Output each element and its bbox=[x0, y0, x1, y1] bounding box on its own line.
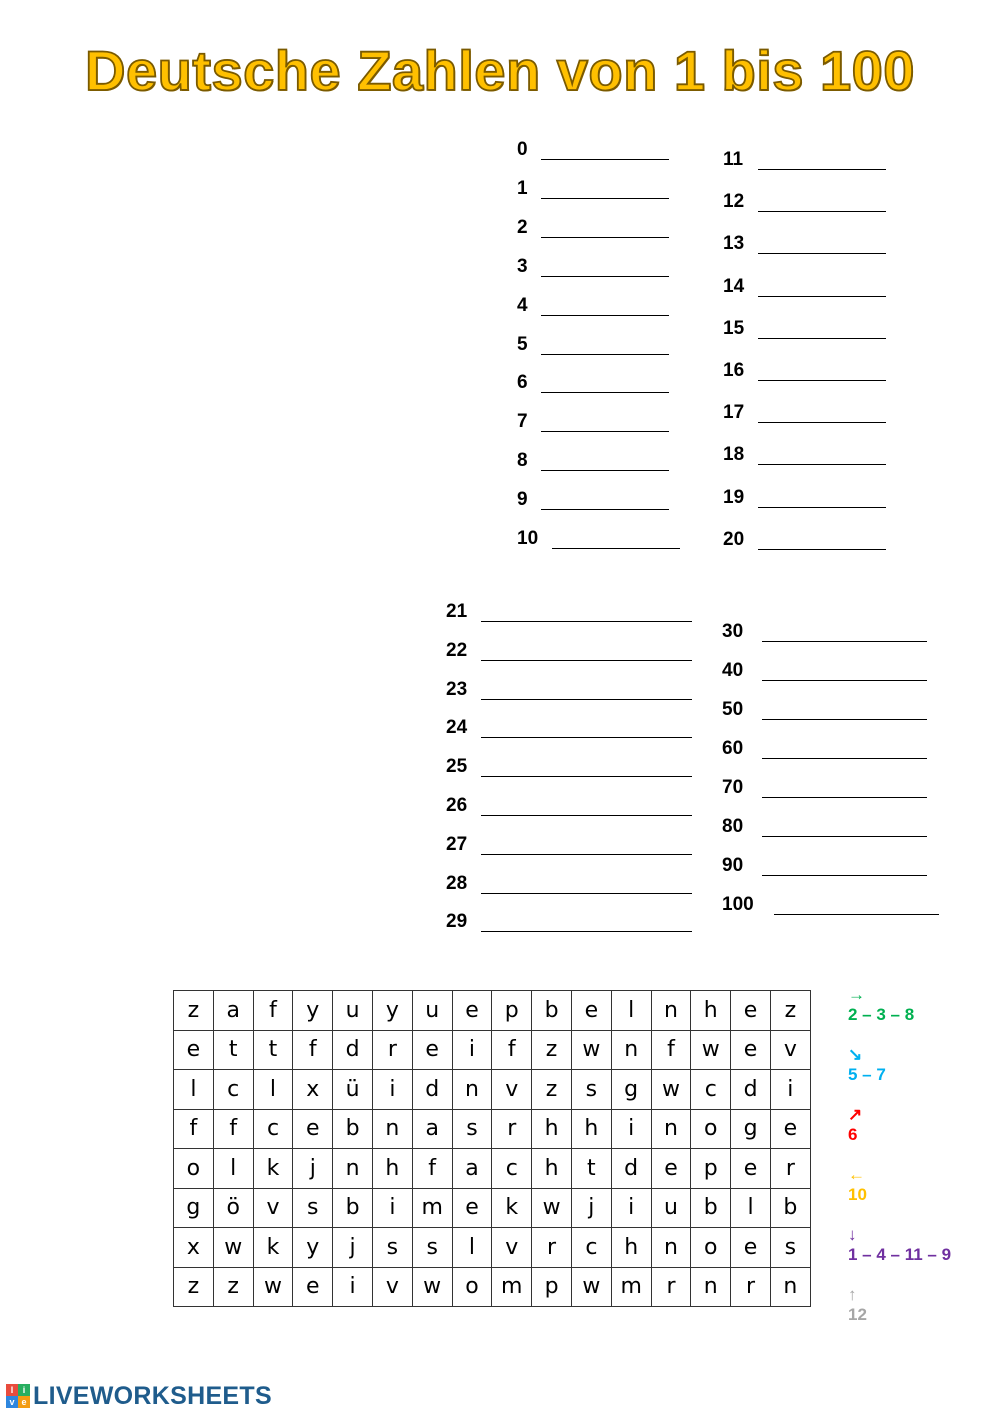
word-search-cell[interactable]: c bbox=[492, 1149, 532, 1189]
word-search-cell[interactable]: u bbox=[412, 991, 452, 1031]
word-search-cell[interactable]: n bbox=[372, 1109, 412, 1149]
word-search-row bbox=[174, 1109, 811, 1149]
word-search-cell[interactable]: z bbox=[770, 991, 810, 1031]
word-search-cell[interactable]: e bbox=[452, 1188, 492, 1228]
answer-line[interactable] bbox=[758, 464, 886, 465]
word-search-cell[interactable]: r bbox=[731, 1267, 771, 1307]
direction-arrow-icon: → bbox=[848, 985, 865, 1004]
answer-line[interactable] bbox=[762, 836, 927, 837]
word-search-cell[interactable]: i bbox=[333, 1267, 373, 1307]
word-search-cell[interactable]: ü bbox=[333, 1070, 373, 1110]
answer-line[interactable] bbox=[481, 854, 692, 855]
word-search-cell[interactable]: e bbox=[452, 991, 492, 1031]
number-label: 26 bbox=[446, 795, 468, 816]
number-label: 24 bbox=[446, 717, 468, 739]
number-label: 13 bbox=[723, 233, 745, 255]
number-label: 0 bbox=[517, 139, 528, 160]
number-exercise-row bbox=[723, 359, 983, 385]
word-search-cell[interactable]: f bbox=[253, 991, 293, 1031]
word-search-cell[interactable]: j bbox=[571, 1188, 611, 1228]
number-label: 60 bbox=[722, 738, 744, 759]
number-exercise-row bbox=[722, 659, 982, 685]
word-search-cell[interactable]: v bbox=[492, 1070, 532, 1110]
word-search-cell[interactable]: e bbox=[731, 1030, 771, 1070]
word-search-cell[interactable]: s bbox=[770, 1228, 810, 1268]
word-search-cell[interactable]: m bbox=[611, 1267, 651, 1307]
word-search-cell[interactable]: f bbox=[174, 1109, 214, 1149]
number-label: 5 bbox=[517, 333, 528, 355]
number-exercise-row bbox=[722, 620, 982, 646]
number-exercise-row bbox=[446, 794, 706, 820]
number-label: 30 bbox=[722, 621, 744, 642]
word-search-cell[interactable]: d bbox=[333, 1030, 373, 1070]
word-search-row bbox=[174, 1228, 811, 1268]
word-search-cell[interactable]: h bbox=[532, 1149, 572, 1189]
word-search-cell[interactable]: w bbox=[691, 1030, 731, 1070]
number-label: 20 bbox=[723, 528, 745, 550]
word-search-cell[interactable]: k bbox=[253, 1228, 293, 1268]
word-search-cell[interactable]: w bbox=[532, 1188, 572, 1228]
word-search-cell[interactable]: m bbox=[412, 1188, 452, 1228]
answer-line[interactable] bbox=[541, 237, 669, 238]
answer-line[interactable] bbox=[481, 815, 692, 816]
word-search-cell[interactable]: t bbox=[571, 1149, 611, 1189]
number-label: 4 bbox=[517, 294, 528, 316]
word-search-cell[interactable]: t bbox=[253, 1030, 293, 1070]
number-exercise-row bbox=[722, 893, 982, 919]
answer-line[interactable] bbox=[758, 211, 886, 212]
number-exercise-row bbox=[446, 678, 706, 704]
word-search-cell[interactable]: y bbox=[372, 991, 412, 1031]
word-search-cell[interactable]: x bbox=[174, 1228, 214, 1268]
direction-arrow-icon: ↓ bbox=[848, 1225, 857, 1244]
number-exercise-row bbox=[446, 716, 706, 742]
answer-line[interactable] bbox=[758, 338, 886, 339]
answer-line[interactable] bbox=[762, 719, 927, 720]
clue-numbers: 2 – 3 – 8 bbox=[848, 1005, 915, 1024]
word-search-cell[interactable]: e bbox=[731, 991, 771, 1031]
word-search-cell[interactable]: v bbox=[492, 1228, 532, 1268]
answer-line[interactable] bbox=[552, 548, 680, 549]
word-search-cell[interactable]: i bbox=[452, 1030, 492, 1070]
word-search-cell[interactable]: v bbox=[253, 1188, 293, 1228]
word-search-cell[interactable]: h bbox=[571, 1109, 611, 1149]
word-search-cell[interactable]: i bbox=[372, 1070, 412, 1110]
word-search-cell[interactable]: i bbox=[770, 1070, 810, 1110]
number-exercise-row bbox=[722, 776, 982, 802]
answer-line[interactable] bbox=[762, 758, 927, 759]
direction-clue bbox=[848, 1046, 886, 1086]
number-exercise-row bbox=[723, 190, 983, 216]
word-search-cell[interactable]: e bbox=[651, 1149, 691, 1189]
word-search-cell[interactable]: l bbox=[213, 1149, 253, 1189]
answer-line[interactable] bbox=[541, 509, 669, 510]
answer-line[interactable] bbox=[481, 931, 692, 932]
word-search-cell[interactable]: b bbox=[691, 1188, 731, 1228]
word-search-cell[interactable]: z bbox=[532, 1070, 572, 1110]
number-exercise-row bbox=[446, 639, 706, 665]
word-search-row bbox=[174, 1070, 811, 1110]
word-search-cell[interactable]: d bbox=[731, 1070, 771, 1110]
number-exercise-row bbox=[723, 528, 983, 554]
answer-line[interactable] bbox=[481, 699, 692, 700]
word-search-cell[interactable]: b bbox=[333, 1109, 373, 1149]
word-search-cell[interactable]: n bbox=[651, 1109, 691, 1149]
word-search-cell[interactable]: r bbox=[492, 1109, 532, 1149]
word-search-cell[interactable]: d bbox=[611, 1149, 651, 1189]
word-search-cell[interactable]: e bbox=[174, 1030, 214, 1070]
word-search-cell[interactable]: z bbox=[174, 991, 214, 1031]
number-label: 18 bbox=[723, 444, 745, 466]
number-label: 14 bbox=[723, 275, 745, 297]
word-search-cell[interactable]: s bbox=[293, 1188, 333, 1228]
word-search-cell[interactable]: n bbox=[651, 1228, 691, 1268]
answer-line[interactable] bbox=[758, 507, 886, 508]
direction-clue bbox=[848, 1166, 867, 1206]
word-search-cell[interactable]: c bbox=[691, 1070, 731, 1110]
answer-line[interactable] bbox=[541, 315, 669, 316]
word-search-cell[interactable]: e bbox=[412, 1030, 452, 1070]
word-search-cell[interactable]: s bbox=[571, 1070, 611, 1110]
clue-numbers: 10 bbox=[848, 1185, 867, 1204]
number-label: 22 bbox=[446, 639, 468, 661]
number-label: 80 bbox=[722, 816, 744, 837]
word-search-cell[interactable]: l bbox=[452, 1228, 492, 1268]
answer-line[interactable] bbox=[541, 431, 669, 432]
number-exercise-row bbox=[723, 275, 983, 301]
word-search-cell[interactable]: p bbox=[492, 991, 532, 1031]
number-exercise-row bbox=[723, 401, 983, 427]
word-search-row bbox=[174, 1030, 811, 1070]
number-label: 50 bbox=[722, 699, 744, 720]
answer-line[interactable] bbox=[481, 621, 692, 622]
word-search-cell[interactable]: h bbox=[691, 991, 731, 1031]
word-search-cell[interactable]: o bbox=[691, 1109, 731, 1149]
word-search-cell[interactable]: c bbox=[213, 1070, 253, 1110]
word-search-cell[interactable]: w bbox=[412, 1267, 452, 1307]
word-search-cell[interactable]: v bbox=[372, 1267, 412, 1307]
number-label: 8 bbox=[517, 450, 528, 472]
number-label: 10 bbox=[517, 528, 539, 549]
word-search-cell[interactable]: s bbox=[412, 1228, 452, 1268]
number-label: 17 bbox=[723, 402, 745, 424]
word-search-cell[interactable]: z bbox=[174, 1267, 214, 1307]
word-search-cell[interactable]: r bbox=[372, 1030, 412, 1070]
word-search-cell[interactable]: p bbox=[691, 1149, 731, 1189]
word-search-cell[interactable]: i bbox=[372, 1188, 412, 1228]
number-label: 2 bbox=[517, 216, 528, 238]
word-search-cell[interactable]: g bbox=[174, 1188, 214, 1228]
word-search-cell[interactable]: w bbox=[253, 1267, 293, 1307]
word-search-cell[interactable]: b bbox=[770, 1188, 810, 1228]
word-search-row bbox=[174, 991, 811, 1031]
word-search-cell[interactable]: s bbox=[452, 1109, 492, 1149]
word-search-cell[interactable]: ö bbox=[213, 1188, 253, 1228]
word-search-cell[interactable]: o bbox=[452, 1267, 492, 1307]
word-search-cell[interactable]: z bbox=[213, 1267, 253, 1307]
number-exercise-row bbox=[722, 854, 982, 880]
word-search-cell[interactable]: l bbox=[611, 991, 651, 1031]
answer-line[interactable] bbox=[758, 549, 886, 550]
word-search-cell[interactable]: b bbox=[333, 1188, 373, 1228]
direction-arrow-icon: ↑ bbox=[848, 1285, 857, 1304]
number-label: 28 bbox=[446, 872, 468, 894]
word-search-cell[interactable]: i bbox=[611, 1109, 651, 1149]
word-search-cell[interactable]: o bbox=[174, 1149, 214, 1189]
word-search-cell[interactable]: u bbox=[651, 1188, 691, 1228]
word-search-grid bbox=[173, 990, 811, 1307]
number-label: 27 bbox=[446, 833, 468, 855]
number-label: 6 bbox=[517, 372, 528, 394]
word-search-cell[interactable]: w bbox=[213, 1228, 253, 1268]
answer-line[interactable] bbox=[481, 776, 692, 777]
direction-clue bbox=[848, 1226, 951, 1266]
word-search-cell[interactable]: k bbox=[492, 1188, 532, 1228]
answer-line[interactable] bbox=[541, 392, 669, 393]
answer-line[interactable] bbox=[758, 422, 886, 423]
answer-line[interactable] bbox=[762, 797, 927, 798]
answer-line[interactable] bbox=[758, 253, 886, 254]
word-search-cell[interactable]: n bbox=[333, 1149, 373, 1189]
number-label: 70 bbox=[722, 777, 744, 798]
word-search-cell[interactable]: t bbox=[213, 1030, 253, 1070]
answer-line[interactable] bbox=[758, 169, 886, 170]
direction-arrow-icon: ↘ bbox=[848, 1045, 863, 1064]
word-search-cell[interactable]: e bbox=[293, 1267, 333, 1307]
word-search-cell[interactable]: g bbox=[611, 1070, 651, 1110]
word-search-cell[interactable]: n bbox=[691, 1267, 731, 1307]
answer-line[interactable] bbox=[762, 641, 927, 642]
number-exercise-row bbox=[723, 486, 983, 512]
number-label: 1 bbox=[517, 177, 528, 199]
answer-line[interactable] bbox=[758, 296, 886, 297]
number-exercise-row bbox=[722, 698, 982, 724]
word-search-cell[interactable]: r bbox=[651, 1267, 691, 1307]
number-label: 25 bbox=[446, 756, 468, 778]
word-search-cell[interactable]: j bbox=[333, 1228, 373, 1268]
number-label: 7 bbox=[517, 411, 528, 433]
clue-numbers: 1 – 4 – 11 – 9 bbox=[848, 1245, 952, 1264]
word-search-cell[interactable]: d bbox=[412, 1070, 452, 1110]
word-search-cell[interactable]: g bbox=[731, 1109, 771, 1149]
number-label: 90 bbox=[722, 855, 744, 876]
word-search-cell[interactable]: j bbox=[293, 1149, 333, 1189]
word-search-cell[interactable]: c bbox=[571, 1228, 611, 1268]
number-exercise-row bbox=[722, 815, 982, 841]
word-search-cell[interactable]: n bbox=[770, 1267, 810, 1307]
word-search-cell[interactable]: e bbox=[731, 1228, 771, 1268]
word-search-cell[interactable]: r bbox=[532, 1228, 572, 1268]
number-label: 29 bbox=[446, 911, 468, 933]
word-search-cell[interactable]: k bbox=[253, 1149, 293, 1189]
word-search-cell[interactable]: y bbox=[293, 991, 333, 1031]
number-label: 21 bbox=[446, 601, 468, 622]
word-search-cell[interactable]: f bbox=[412, 1149, 452, 1189]
word-search-cell[interactable]: n bbox=[611, 1030, 651, 1070]
number-label: 3 bbox=[517, 255, 528, 277]
number-exercise-row bbox=[446, 755, 706, 781]
word-search-cell[interactable]: f bbox=[293, 1030, 333, 1070]
word-search-cell[interactable]: s bbox=[372, 1228, 412, 1268]
word-search-cell[interactable]: a bbox=[412, 1109, 452, 1149]
number-label: 40 bbox=[722, 660, 744, 681]
number-exercise-row bbox=[723, 317, 983, 343]
answer-line[interactable] bbox=[541, 470, 669, 471]
direction-clue bbox=[848, 986, 914, 1026]
word-search-cell[interactable]: c bbox=[253, 1109, 293, 1149]
number-exercise-row bbox=[723, 232, 983, 258]
word-search-cell[interactable]: l bbox=[253, 1070, 293, 1110]
number-label: 9 bbox=[517, 489, 528, 511]
word-search-cell[interactable]: a bbox=[213, 991, 253, 1031]
word-search-cell[interactable]: l bbox=[731, 1188, 771, 1228]
direction-arrow-icon: ↗ bbox=[848, 1105, 863, 1124]
word-search-cell[interactable]: w bbox=[651, 1070, 691, 1110]
word-search-cell[interactable]: e bbox=[571, 991, 611, 1031]
word-search-cell[interactable]: m bbox=[492, 1267, 532, 1307]
word-search-cell[interactable]: v bbox=[770, 1030, 810, 1070]
number-exercise-row bbox=[723, 148, 983, 174]
word-search-cell[interactable]: n bbox=[452, 1070, 492, 1110]
clue-numbers: 6 bbox=[848, 1125, 858, 1144]
word-search-cell[interactable]: e bbox=[731, 1149, 771, 1189]
word-search-cell[interactable]: n bbox=[651, 991, 691, 1031]
answer-line[interactable] bbox=[481, 737, 692, 738]
word-search-cell[interactable]: p bbox=[532, 1267, 572, 1307]
word-search-cell[interactable]: a bbox=[452, 1149, 492, 1189]
word-search-row bbox=[174, 1267, 811, 1307]
liveworksheets-logo-icon: l i v e bbox=[6, 1384, 30, 1408]
word-search-cell[interactable]: w bbox=[571, 1267, 611, 1307]
number-exercise-row bbox=[723, 443, 983, 469]
answer-line[interactable] bbox=[481, 660, 692, 661]
number-exercise-row bbox=[446, 833, 706, 859]
word-search-cell[interactable]: f bbox=[492, 1030, 532, 1070]
word-search-row bbox=[174, 1188, 811, 1228]
direction-clue bbox=[848, 1106, 862, 1146]
direction-arrow-icon: ← bbox=[848, 1165, 865, 1184]
number-label: 23 bbox=[446, 678, 468, 700]
number-exercise-row bbox=[722, 737, 982, 763]
answer-line[interactable] bbox=[774, 914, 939, 915]
number-label: 16 bbox=[723, 360, 745, 381]
word-search-cell[interactable]: u bbox=[333, 991, 373, 1031]
word-search-cell[interactable]: h bbox=[611, 1228, 651, 1268]
word-search-cell[interactable]: w bbox=[571, 1030, 611, 1070]
word-search-cell[interactable]: b bbox=[532, 991, 572, 1031]
word-search-cell[interactable]: h bbox=[532, 1109, 572, 1149]
clue-numbers: 5 – 7 bbox=[848, 1065, 886, 1084]
number-label: 12 bbox=[723, 191, 745, 213]
word-search-row bbox=[174, 1149, 811, 1189]
liveworksheets-brand bbox=[6, 1380, 272, 1412]
word-search-cell[interactable]: i bbox=[611, 1188, 651, 1228]
word-search-cell[interactable]: x bbox=[293, 1070, 333, 1110]
word-search-cell[interactable]: h bbox=[372, 1149, 412, 1189]
answer-line[interactable] bbox=[541, 159, 669, 160]
answer-line[interactable] bbox=[758, 380, 886, 381]
answer-line[interactable] bbox=[541, 198, 669, 199]
word-search-cell[interactable]: y bbox=[293, 1228, 333, 1268]
answer-line[interactable] bbox=[541, 354, 669, 355]
answer-line[interactable] bbox=[481, 893, 692, 894]
number-label: 15 bbox=[723, 317, 745, 339]
number-label: 19 bbox=[723, 486, 745, 508]
word-search-cell[interactable]: f bbox=[651, 1030, 691, 1070]
answer-line[interactable] bbox=[762, 875, 927, 876]
word-search-cell[interactable]: e bbox=[293, 1109, 333, 1149]
number-exercise-row bbox=[446, 600, 706, 626]
word-search-cell[interactable]: o bbox=[691, 1228, 731, 1268]
number-label: 11 bbox=[723, 149, 744, 170]
word-search-cell[interactable]: e bbox=[770, 1109, 810, 1149]
number-exercise-row bbox=[446, 910, 706, 936]
number-label: 100 bbox=[722, 894, 754, 915]
answer-line[interactable] bbox=[762, 680, 927, 681]
word-search-cell[interactable]: z bbox=[532, 1030, 572, 1070]
direction-clue bbox=[848, 1286, 867, 1326]
answer-line[interactable] bbox=[541, 276, 669, 277]
clue-numbers: 12 bbox=[848, 1305, 867, 1324]
brand-name: LIVEWORKSHEETS bbox=[33, 1381, 272, 1410]
word-search-cell[interactable]: l bbox=[174, 1070, 214, 1110]
word-search-cell[interactable]: r bbox=[770, 1149, 810, 1189]
number-exercise-row bbox=[446, 872, 706, 898]
word-search-cell[interactable]: f bbox=[213, 1109, 253, 1149]
page-title: Deutsche Zahlen von 1 bis 100 bbox=[85, 39, 915, 102]
